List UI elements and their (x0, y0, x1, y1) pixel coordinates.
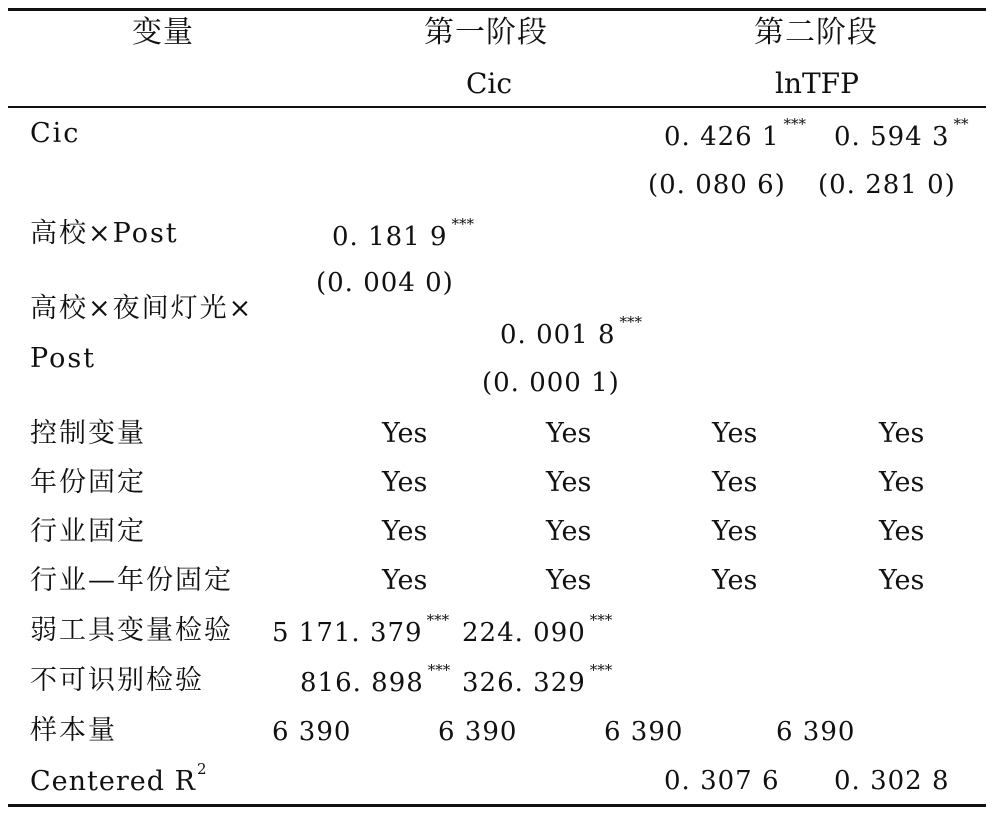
underid-col2: 326. 329 *** (462, 661, 613, 698)
significance-stars: *** (426, 611, 450, 629)
significance-stars: *** (783, 115, 807, 133)
cic-se-col4: (0. 281 0) (818, 170, 956, 200)
significance-stars: *** (619, 313, 643, 331)
r2-col3: 0. 307 6 (664, 766, 780, 796)
r2-col4: 0. 302 8 (834, 766, 950, 796)
row-label-year-fe: 年份固定 (30, 467, 146, 498)
row-label-underid: 不可识别检验 (30, 665, 204, 696)
univ-post-coef-col1: 0. 181 9 *** (332, 215, 475, 252)
industry-year-fe-col2: Yes (546, 565, 592, 596)
row-label-controls: 控制变量 (30, 418, 146, 449)
controls-col1: Yes (382, 418, 428, 449)
nobs-col4: 6 390 (776, 717, 856, 747)
year-fe-col4: Yes (879, 467, 925, 498)
controls-col3: Yes (712, 418, 758, 449)
significance-stars: *** (451, 215, 475, 233)
significance-stars: *** (589, 611, 613, 629)
nobs-col1: 6 390 (272, 717, 352, 747)
row-label-industry-fe: 行业固定 (30, 516, 146, 547)
cic-se-col3: (0. 080 6) (648, 170, 786, 200)
header-dep-var-1: Cic (466, 67, 513, 100)
row-label-univ-light-post-line1: 高校×夜间灯光× (30, 293, 254, 324)
cic-coef-col3: 0. 426 1 *** (664, 115, 807, 152)
row-label-univ-post: 高校×Post (30, 218, 179, 249)
row-label-cic: Cic (30, 118, 81, 149)
industry-fe-col3: Yes (712, 516, 758, 547)
header-stage1: 第一阶段 (424, 15, 548, 50)
year-fe-col3: Yes (712, 467, 758, 498)
top-rule (8, 8, 986, 11)
year-fe-col1: Yes (382, 467, 428, 498)
significance-stars: ** (953, 115, 969, 133)
univ-light-post-se-col2: (0. 000 1) (482, 368, 620, 398)
header-dep-var-2: lnTFP (775, 67, 859, 100)
univ-light-post-coef-col2: 0. 001 8 *** (500, 313, 643, 350)
row-label-nobs: 样本量 (30, 715, 117, 746)
weak-iv-col1: 5 171. 379 *** (272, 611, 450, 648)
nobs-col2: 6 390 (438, 717, 518, 747)
industry-fe-col4: Yes (879, 516, 925, 547)
nobs-col3: 6 390 (604, 717, 684, 747)
bottom-rule (8, 804, 986, 807)
underid-col1: 816. 898 *** (300, 661, 451, 698)
industry-year-fe-col4: Yes (879, 565, 925, 596)
industry-year-fe-col3: Yes (712, 565, 758, 596)
row-label-industry-year-fe: 行业—年份固定 (30, 565, 233, 596)
header-variable: 变量 (132, 15, 194, 50)
weak-iv-col2: 224. 090 *** (462, 611, 613, 648)
header-stage2: 第二阶段 (754, 15, 878, 50)
univ-post-se-col1: (0. 004 0) (316, 268, 454, 298)
superscript-two: 2 (196, 760, 208, 778)
controls-col2: Yes (546, 418, 592, 449)
cic-coef-col4: 0. 594 3 ** (834, 115, 969, 152)
header-rule (8, 106, 986, 108)
row-label-univ-light-post-line2: Post (30, 343, 97, 374)
row-label-weak-iv: 弱工具变量检验 (30, 615, 233, 646)
year-fe-col2: Yes (546, 467, 592, 498)
row-label-r2: Centered R2 (30, 760, 208, 797)
controls-col4: Yes (879, 418, 925, 449)
industry-fe-col1: Yes (382, 516, 428, 547)
industry-year-fe-col1: Yes (382, 565, 428, 596)
significance-stars: *** (589, 661, 613, 679)
industry-fe-col2: Yes (546, 516, 592, 547)
significance-stars: *** (427, 661, 451, 679)
